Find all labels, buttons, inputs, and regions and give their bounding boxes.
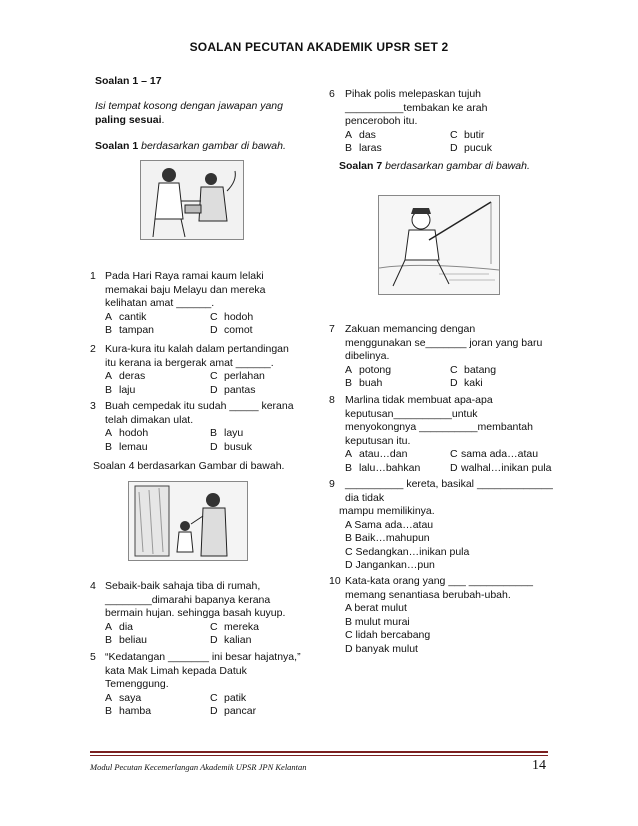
option-text: kalian — [224, 634, 252, 646]
option-row: B Baik…mahupun — [345, 532, 430, 544]
option-text: lemau — [119, 440, 148, 453]
question-1 — [90, 270, 310, 336]
question-text: __________tembakan ke arah — [345, 101, 488, 114]
question-5 — [90, 651, 315, 717]
option-text: das — [359, 128, 376, 141]
question-text: Marlina tidak membuat apa-apa — [345, 394, 493, 406]
option-letter: C — [210, 620, 218, 633]
question-9 — [329, 478, 569, 571]
option-letter: B — [105, 705, 113, 717]
option-row — [345, 377, 542, 391]
instruction-end: . — [161, 114, 165, 126]
soalan1-label — [95, 140, 286, 154]
soalan4-label: Soalan 4 berdasarkan Gambar di bawah. — [93, 460, 285, 472]
answer-blank: _____________ — [476, 478, 553, 490]
question-6 — [329, 88, 549, 154]
option-letter: A — [105, 310, 113, 323]
option-letter: D — [210, 440, 218, 453]
soalan7-label — [339, 160, 530, 174]
option-row — [105, 621, 285, 635]
option-row: B mulut murai — [345, 615, 410, 628]
option-letter: B — [345, 142, 353, 154]
option-letter: A — [345, 128, 353, 141]
option-row — [105, 370, 289, 384]
option-letter: A — [105, 620, 113, 633]
option-letter: C — [210, 691, 218, 704]
question-text: Pihak polis melepaskan tujuh — [345, 88, 481, 100]
option-letter: C — [210, 370, 218, 382]
footer-rule — [90, 751, 548, 753]
option-row — [105, 634, 285, 648]
question-text: itu kerana ia bergerak amat ______. — [105, 356, 274, 369]
question-text: Kura-kura itu kalah dalam pertandingan — [105, 343, 289, 355]
question-text: menyokongnya __________membantah — [345, 421, 533, 433]
option-text: hodoh — [224, 310, 254, 323]
option-text: walhal…inikan pula — [461, 461, 552, 474]
option-letter: A — [345, 363, 353, 376]
option-row — [105, 705, 301, 719]
option-text: cantik — [119, 310, 147, 323]
option-text: comot — [224, 324, 253, 336]
option-row: A Sama ada…atau — [345, 518, 434, 531]
question-text: bermain hujan. sehingga basah kuyup. — [105, 607, 286, 619]
question-text: dia tidak — [345, 491, 385, 504]
option-letter: A — [345, 448, 353, 460]
option-letter: B — [105, 324, 113, 336]
question-4 — [90, 580, 315, 646]
question-text: menggunakan se_______ joran yang baru — [345, 336, 543, 349]
option-letter: B — [105, 634, 113, 646]
option-text: beliau — [119, 634, 148, 646]
option-row — [105, 311, 266, 325]
option-letter: B — [210, 427, 218, 439]
option-text: laras — [359, 142, 382, 154]
question-text: keputusan itu. — [345, 434, 411, 447]
answer-blank: ___ ___________ — [448, 575, 533, 587]
option-letter: D — [210, 383, 218, 396]
option-row: C lidah bercabang — [345, 629, 431, 641]
question-number: 4 — [90, 580, 96, 592]
question-text — [345, 575, 533, 589]
option-letter: A — [105, 370, 113, 382]
page-title: SOALAN PECUTAN AKADEMIK UPSR SET 2 — [189, 40, 449, 54]
option-row: C Sedangkan…inikan pula — [345, 545, 470, 558]
question-text — [345, 478, 553, 492]
option-text: pancar — [224, 705, 257, 717]
question-number: 3 — [90, 400, 96, 412]
option-text: pantas — [224, 383, 256, 396]
option-text: layu — [224, 427, 244, 439]
option-row: D Jangankan…pun — [345, 559, 435, 571]
option-text: laju — [119, 383, 136, 396]
option-row — [345, 129, 492, 143]
option-text: kaki — [464, 377, 483, 389]
option-letter: B — [345, 377, 353, 389]
option-text: lalu…bahkan — [359, 461, 421, 474]
option-letter: B — [105, 383, 113, 396]
soalan7-rest: berdasarkan gambar di bawah. — [382, 160, 530, 172]
question-text: Temenggung. — [105, 678, 169, 690]
question-number: 8 — [329, 394, 335, 406]
option-text: mereka — [224, 620, 260, 633]
option-letter: D — [210, 634, 218, 646]
option-row — [345, 448, 551, 462]
option-text: pucuk — [464, 142, 493, 154]
option-text: sama ada…atau — [461, 448, 539, 460]
option-letter: C — [450, 363, 458, 376]
question-text: Pada Hari Raya ramai kaum lelaki — [105, 270, 264, 282]
option-row — [105, 427, 294, 441]
option-text: perlahan — [224, 370, 265, 382]
page-number: 14 — [532, 758, 546, 773]
instruction-line2 — [95, 114, 164, 128]
question-7 — [329, 323, 564, 389]
question-text: “Kedatangan _______ ini besar hajatnya,” — [105, 651, 301, 663]
question-text: kelihatan amat ______. — [105, 297, 215, 309]
footer-rule-thin — [90, 755, 548, 756]
option-letter: D — [450, 142, 458, 154]
option-letter: C — [450, 448, 458, 460]
question-number: 1 — [90, 270, 96, 282]
question-number: 5 — [90, 651, 96, 663]
question-number: 7 — [329, 323, 335, 335]
option-text: potong — [359, 363, 392, 376]
question-text: mampu memilikinya. — [339, 505, 435, 517]
question-2 — [90, 343, 310, 396]
option-row: A berat mulut — [345, 602, 407, 614]
option-row: D banyak mulut — [345, 642, 418, 655]
option-letter: B — [345, 461, 353, 474]
option-row — [345, 142, 492, 156]
question-range: Soalan 1 – 17 — [95, 75, 162, 87]
option-text: hodoh — [119, 427, 149, 439]
question-text: keputusan__________untuk — [345, 407, 478, 420]
option-row — [105, 441, 294, 455]
soalan1-rest: berdasarkan gambar di bawah. — [138, 140, 286, 152]
question-text-part: __________ kereta, basikal — [345, 478, 477, 490]
question-text: dibelinya. — [345, 350, 390, 362]
option-text: tampan — [119, 324, 155, 336]
footer-text: Modul Pecutan Kecemerlangan Akademik UPSR JPN Kelantan — [90, 762, 307, 772]
question-text: memakai baju Melayu dan mereka — [105, 283, 266, 296]
fishing-boy-illustration — [378, 195, 500, 295]
option-row — [105, 384, 289, 398]
option-text: buah — [359, 377, 383, 389]
question-text: penceroboh itu. — [345, 115, 418, 127]
hari-raya-illustration — [140, 160, 244, 240]
question-number: 6 — [329, 88, 335, 100]
question-text: Buah cempedak itu sudah _____ kerana — [105, 400, 294, 412]
option-text: deras — [119, 370, 146, 382]
question-text: ________dimarahi bapanya kerana — [105, 593, 271, 606]
soalan1-bold: Soalan 1 — [95, 140, 139, 152]
option-row — [345, 462, 551, 476]
option-text: busuk — [224, 440, 253, 453]
option-letter: A — [105, 427, 113, 439]
option-letter: D — [450, 461, 458, 474]
instruction-line1: Isi tempat kosong dengan jawapan yang — [95, 100, 283, 112]
question-10 — [329, 575, 569, 655]
option-letter: C — [450, 128, 458, 141]
question-8 — [329, 394, 569, 474]
question-text: Zakuan memancing dengan — [345, 323, 476, 335]
option-letter: A — [105, 691, 113, 704]
option-text: dia — [119, 620, 134, 633]
question-text: telah dimakan ulat. — [105, 413, 194, 426]
option-letter: D — [450, 377, 458, 389]
option-letter: C — [210, 310, 218, 323]
question-number: 9 — [329, 478, 335, 490]
question-text: memang senantiasa berubah-ubah. — [345, 588, 511, 601]
option-row — [105, 324, 266, 338]
option-text: atau…dan — [359, 448, 408, 460]
option-text: saya — [119, 691, 142, 704]
option-row — [345, 364, 542, 378]
question-text: Sebaik-baik sahaja tiba di rumah, — [105, 580, 261, 592]
option-text: butir — [464, 128, 485, 141]
question-text: kata Mak Limah kepada Datuk — [105, 664, 247, 677]
question-text-part: Kata-kata orang yang — [345, 575, 449, 587]
question-3 — [90, 400, 310, 453]
instruction-emphasis: paling sesuai — [95, 114, 162, 126]
option-text: hamba — [119, 705, 152, 717]
question-number: 10 — [329, 575, 341, 587]
soalan7-bold: Soalan 7 — [339, 160, 383, 172]
question-number: 2 — [90, 343, 96, 355]
option-letter: B — [105, 440, 113, 453]
option-text: patik — [224, 691, 247, 704]
option-row — [105, 692, 301, 706]
scolding-father-illustration — [128, 481, 248, 561]
option-letter: D — [210, 705, 218, 717]
option-letter: D — [210, 324, 218, 336]
option-text: batang — [464, 363, 497, 376]
